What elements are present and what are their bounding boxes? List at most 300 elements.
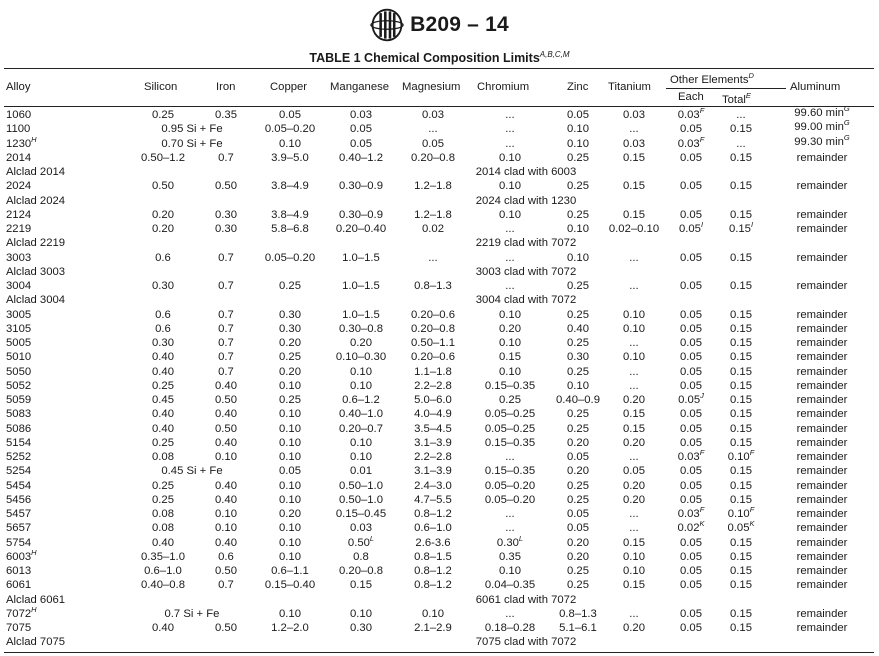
cell-alloy bbox=[6, 223, 31, 235]
cell-other-each-value: 0.05 bbox=[680, 479, 702, 492]
cell-manganese-value: 0.30–0.9 bbox=[339, 180, 383, 193]
cell-iron-value: 0.40 bbox=[215, 436, 237, 449]
cell-manganese bbox=[326, 465, 396, 477]
cell-chromium-value: 0.10 bbox=[499, 180, 521, 193]
cell-manganese bbox=[326, 408, 396, 420]
cell-titanium-value: 0.20 bbox=[623, 436, 645, 449]
cell-other-each bbox=[666, 134, 716, 150]
cell-magnesium bbox=[397, 537, 469, 549]
table-row bbox=[0, 380, 879, 394]
cell-titanium-value: 0.10 bbox=[623, 322, 645, 335]
cell-other-total bbox=[716, 337, 766, 349]
cell-other-total-value: ... bbox=[736, 137, 746, 150]
cell-magnesium bbox=[397, 123, 469, 135]
cell-si-fe-combined-value: 0.70 Si + Fe bbox=[161, 137, 223, 150]
cell-alloy bbox=[6, 522, 31, 534]
cell-other-each-value: 0.05 bbox=[680, 465, 702, 478]
cell-copper-value: 0.30 bbox=[279, 322, 301, 335]
cell-iron bbox=[198, 309, 254, 321]
cell-titanium bbox=[604, 209, 664, 221]
cell-aluminum bbox=[780, 280, 864, 292]
cell-silicon-value: 0.08 bbox=[152, 451, 174, 463]
cell-alloy-value: 5254 bbox=[6, 465, 32, 478]
cell-other-total bbox=[716, 622, 766, 634]
cell-iron bbox=[198, 480, 254, 492]
cell-titanium-value: 0.15 bbox=[623, 151, 645, 164]
cell-silicon bbox=[130, 223, 196, 235]
cell-iron bbox=[198, 394, 254, 406]
cell-chromium bbox=[471, 465, 549, 477]
cell-aluminum bbox=[780, 180, 864, 192]
cell-iron bbox=[198, 622, 254, 634]
cell-copper-value: 0.10 bbox=[279, 479, 301, 492]
cell-magnesium bbox=[397, 223, 469, 235]
cell-silicon bbox=[130, 494, 196, 506]
cell-magnesium-value: 0.8–1.2 bbox=[414, 579, 452, 592]
cell-chromium-value: 0.05–0.20 bbox=[484, 479, 536, 492]
cell-chromium bbox=[471, 494, 549, 506]
cell-magnesium bbox=[397, 152, 469, 164]
cell-aluminum bbox=[780, 323, 864, 335]
cell-manganese bbox=[326, 437, 396, 449]
cell-alloy-footnote: H bbox=[31, 604, 37, 614]
header-total-label: Total bbox=[722, 93, 746, 106]
cell-other-total bbox=[716, 408, 766, 420]
cell-alloy bbox=[6, 565, 31, 577]
cell-copper-value: 3.8–4.9 bbox=[271, 208, 309, 221]
cell-alloy-value: Alclad 7075 bbox=[6, 636, 66, 649]
cell-titanium-value: ... bbox=[629, 508, 639, 520]
cell-other-each bbox=[666, 220, 716, 235]
table-body bbox=[0, 104, 879, 651]
table-row-clad bbox=[0, 294, 879, 308]
cell-zinc-value: 0.25 bbox=[567, 579, 589, 592]
cell-copper-value: 0.20 bbox=[279, 365, 301, 378]
cell-zinc bbox=[550, 351, 606, 363]
cell-magnesium-value: 3.1–3.9 bbox=[414, 465, 452, 478]
cell-silicon bbox=[130, 337, 196, 349]
cell-iron-value: 0.6 bbox=[218, 550, 234, 563]
cell-other-each-footnote: F bbox=[699, 448, 705, 458]
cell-silicon bbox=[130, 351, 196, 363]
cell-silicon-value: 0.25 bbox=[152, 493, 174, 506]
cell-aluminum-value: 99.60 min bbox=[794, 107, 844, 119]
cell-alloy-value: 5050 bbox=[6, 365, 32, 378]
cell-aluminum-value: remainder bbox=[796, 622, 848, 634]
table-row-clad bbox=[0, 195, 879, 209]
cell-silicon bbox=[130, 551, 196, 563]
cell-copper bbox=[256, 423, 324, 435]
cell-iron-value: 0.7 bbox=[218, 337, 234, 349]
cell-other-each-value: 0.02 bbox=[677, 522, 700, 535]
cell-iron-value: 0.30 bbox=[215, 208, 237, 221]
cell-titanium bbox=[604, 551, 664, 563]
cell-clad-description-value: 2219 clad with 7072 bbox=[475, 237, 577, 250]
cell-magnesium bbox=[397, 451, 469, 463]
cell-manganese-value: 0.20–0.7 bbox=[339, 422, 383, 435]
cell-clad-description bbox=[326, 195, 726, 207]
cell-other-total bbox=[716, 494, 766, 506]
cell-zinc-value: 0.10 bbox=[567, 379, 589, 392]
cell-manganese bbox=[326, 508, 396, 520]
document-header bbox=[0, 7, 879, 43]
cell-magnesium bbox=[397, 380, 469, 392]
cell-other-each bbox=[666, 152, 716, 164]
cell-other-total bbox=[716, 123, 766, 135]
cell-aluminum bbox=[780, 579, 864, 591]
cell-zinc-value: 0.10 bbox=[567, 223, 589, 235]
cell-iron-value: 0.40 bbox=[215, 479, 237, 492]
cell-manganese bbox=[326, 280, 396, 292]
cell-chromium bbox=[471, 109, 549, 121]
cell-aluminum bbox=[780, 465, 864, 477]
cell-other-total bbox=[716, 519, 766, 535]
cell-chromium bbox=[471, 480, 549, 492]
cell-chromium-value: ... bbox=[505, 109, 515, 121]
cell-iron-value: 0.10 bbox=[215, 508, 237, 520]
cell-alloy-value: 5252 bbox=[6, 451, 32, 463]
cell-silicon-value: 0.6 bbox=[155, 251, 171, 264]
cell-chromium-value: 0.20 bbox=[499, 322, 521, 335]
cell-alloy bbox=[6, 604, 37, 620]
cell-other-each-value: 0.05 bbox=[680, 322, 702, 335]
cell-chromium-value: 0.30 bbox=[496, 536, 519, 549]
cell-other-total bbox=[716, 537, 766, 549]
table-row bbox=[0, 519, 879, 536]
cell-iron-value: 0.7 bbox=[218, 351, 234, 364]
cell-zinc bbox=[550, 252, 606, 264]
cell-titanium bbox=[604, 380, 664, 392]
cell-aluminum bbox=[780, 351, 864, 363]
other-elements-rule bbox=[666, 88, 786, 89]
cell-magnesium-value: 2.2–2.8 bbox=[414, 379, 452, 392]
cell-clad-description bbox=[326, 237, 726, 249]
cell-zinc-value: 0.20 bbox=[567, 536, 589, 549]
cell-other-each-footnote: I bbox=[700, 220, 704, 230]
cell-iron bbox=[198, 408, 254, 420]
cell-zinc-value: 0.25 bbox=[567, 280, 589, 292]
cell-copper bbox=[256, 223, 324, 235]
cell-zinc-value: 0.25 bbox=[567, 493, 589, 506]
cell-titanium-value: 0.10 bbox=[623, 565, 645, 577]
cell-alloy bbox=[6, 309, 31, 321]
cell-copper-value: 0.10 bbox=[279, 137, 301, 150]
cell-other-each-value: 0.05 bbox=[678, 223, 701, 235]
cell-titanium bbox=[604, 351, 664, 363]
cell-aluminum-value: remainder bbox=[796, 180, 848, 193]
cell-alloy bbox=[6, 547, 37, 563]
cell-other-total-value: 0.10 bbox=[727, 508, 750, 520]
cell-zinc bbox=[550, 565, 606, 577]
cell-aluminum bbox=[780, 209, 864, 221]
cell-other-each-value: 0.05 bbox=[680, 251, 702, 264]
cell-silicon bbox=[130, 380, 196, 392]
cell-other-each-value: 0.05 bbox=[680, 622, 702, 634]
cell-silicon bbox=[130, 408, 196, 420]
table-row bbox=[0, 323, 879, 337]
cell-silicon-value: 0.50 bbox=[152, 180, 174, 193]
cell-manganese-value: 0.10 bbox=[350, 436, 372, 449]
cell-aluminum-value: remainder bbox=[796, 536, 848, 549]
cell-magnesium bbox=[397, 508, 469, 520]
cell-alloy-value: 1060 bbox=[6, 109, 32, 121]
table-row bbox=[0, 604, 879, 622]
cell-other-total bbox=[716, 608, 766, 620]
cell-other-each bbox=[666, 608, 716, 620]
cell-titanium-value: ... bbox=[629, 365, 639, 378]
cell-copper-value: 0.10 bbox=[279, 493, 301, 506]
cell-zinc-value: 0.30 bbox=[567, 351, 589, 364]
cell-aluminum bbox=[780, 423, 864, 435]
cell-aluminum bbox=[780, 551, 864, 563]
cell-aluminum bbox=[780, 437, 864, 449]
cell-copper bbox=[256, 465, 324, 477]
table-title-text: TABLE 1 Chemical Composition Limits bbox=[309, 51, 540, 66]
cell-iron-value: 0.7 bbox=[218, 280, 234, 292]
cell-iron bbox=[198, 152, 254, 164]
cell-alloy-value: 2124 bbox=[6, 208, 32, 221]
cell-other-each-value: 0.05 bbox=[680, 151, 702, 164]
cell-other-total bbox=[716, 423, 766, 435]
cell-manganese bbox=[326, 123, 396, 135]
cell-manganese bbox=[326, 522, 396, 534]
table-row-clad bbox=[0, 636, 879, 650]
cell-zinc bbox=[550, 608, 606, 620]
cell-zinc bbox=[550, 180, 606, 192]
cell-magnesium-value: 0.8–1.3 bbox=[414, 280, 452, 292]
cell-copper bbox=[256, 394, 324, 406]
cell-iron-value: 0.7 bbox=[218, 579, 234, 592]
cell-other-total-value: 0.15 bbox=[730, 493, 752, 506]
cell-alloy bbox=[6, 380, 31, 392]
cell-alloy-value: Alclad 3003 bbox=[6, 265, 66, 278]
cell-titanium-value: 0.15 bbox=[623, 408, 645, 421]
cell-copper bbox=[256, 280, 324, 292]
cell-copper bbox=[256, 494, 324, 506]
cell-other-each-value: 0.05 bbox=[680, 208, 702, 221]
cell-chromium-value: 0.05–0.20 bbox=[484, 493, 536, 506]
cell-magnesium-value: 4.7–5.5 bbox=[414, 493, 452, 506]
cell-manganese bbox=[326, 565, 396, 577]
cell-magnesium-value: 0.02 bbox=[422, 223, 444, 235]
cell-titanium-value: 0.20 bbox=[623, 493, 645, 506]
cell-copper-value: 0.10 bbox=[279, 607, 301, 620]
cell-manganese-value: 0.8 bbox=[353, 550, 369, 563]
cell-other-each-footnote: F bbox=[699, 134, 705, 144]
cell-other-each bbox=[666, 437, 716, 449]
header-other-elements-note: D bbox=[748, 71, 754, 80]
table-title bbox=[0, 50, 879, 65]
cell-other-total bbox=[716, 394, 766, 406]
cell-zinc-value: 0.20 bbox=[567, 436, 589, 449]
cell-silicon bbox=[130, 152, 196, 164]
cell-aluminum-value: remainder bbox=[796, 151, 848, 164]
cell-aluminum bbox=[780, 132, 864, 148]
cell-chromium-value: 0.35 bbox=[499, 550, 521, 563]
cell-zinc bbox=[550, 480, 606, 492]
table-row bbox=[0, 309, 879, 323]
table-row bbox=[0, 437, 879, 451]
table-row bbox=[0, 280, 879, 294]
cell-alloy bbox=[6, 579, 31, 591]
cell-titanium-value: 0.15 bbox=[623, 422, 645, 435]
table-row bbox=[0, 132, 879, 152]
cell-other-each bbox=[666, 505, 716, 520]
header-other-elements bbox=[670, 71, 754, 86]
cell-silicon bbox=[130, 437, 196, 449]
cell-zinc-value: 0.25 bbox=[567, 337, 589, 349]
cell-alloy-value: 3004 bbox=[6, 280, 32, 292]
cell-aluminum-value: remainder bbox=[796, 322, 848, 335]
cell-other-total bbox=[716, 309, 766, 321]
cell-silicon-value: 0.25 bbox=[152, 379, 174, 392]
cell-chromium-value: 0.10 bbox=[499, 208, 521, 221]
cell-magnesium bbox=[397, 209, 469, 221]
cell-other-each-value: 0.05 bbox=[680, 550, 702, 563]
cell-copper-value: 0.30 bbox=[279, 308, 301, 321]
cell-si-fe-combined-value: 0.7 Si + Fe bbox=[164, 607, 220, 620]
cell-titanium-value: 0.20 bbox=[623, 622, 645, 634]
cell-other-total bbox=[716, 138, 766, 150]
cell-chromium bbox=[471, 180, 549, 192]
cell-manganese bbox=[326, 180, 396, 192]
cell-magnesium-value: 1.2–1.8 bbox=[414, 208, 452, 221]
cell-other-each-value: 0.03 bbox=[677, 109, 700, 121]
cell-zinc-value: 0.05 bbox=[567, 109, 589, 121]
cell-aluminum bbox=[780, 494, 864, 506]
cell-other-total bbox=[716, 109, 766, 121]
table-row bbox=[0, 579, 879, 593]
table-row bbox=[0, 351, 879, 365]
cell-silicon bbox=[130, 252, 196, 264]
cell-magnesium bbox=[397, 465, 469, 477]
cell-other-total-value: 0.15 bbox=[730, 479, 752, 492]
cell-titanium bbox=[604, 423, 664, 435]
cell-titanium bbox=[604, 537, 664, 549]
cell-manganese-value: 0.40–1.2 bbox=[339, 151, 383, 164]
cell-alloy bbox=[6, 351, 31, 363]
cell-manganese-value: 0.40–1.0 bbox=[339, 408, 383, 421]
table-row bbox=[0, 494, 879, 508]
cell-alloy-value: 1100 bbox=[6, 123, 31, 136]
cell-magnesium-value: 0.6–1.0 bbox=[414, 522, 452, 535]
cell-magnesium-value: ... bbox=[428, 123, 438, 136]
cell-chromium bbox=[471, 380, 549, 392]
cell-copper-value: 0.20 bbox=[279, 508, 301, 520]
cell-other-each bbox=[666, 565, 716, 577]
cell-silicon-value: 0.40 bbox=[152, 408, 174, 421]
cell-silicon-value: 0.40 bbox=[152, 365, 174, 378]
cell-zinc bbox=[550, 494, 606, 506]
cell-other-each bbox=[666, 494, 716, 506]
cell-magnesium-value: 3.1–3.9 bbox=[414, 436, 452, 449]
cell-chromium bbox=[471, 423, 549, 435]
cell-titanium-value: ... bbox=[629, 280, 639, 292]
cell-alloy bbox=[6, 109, 31, 121]
cell-copper-value: 0.10 bbox=[279, 536, 301, 549]
cell-aluminum bbox=[780, 309, 864, 321]
cell-other-each-value: 0.05 bbox=[680, 408, 702, 421]
cell-magnesium bbox=[397, 408, 469, 420]
cell-silicon-value: 0.40 bbox=[152, 622, 174, 634]
cell-other-each-value: 0.05 bbox=[680, 280, 702, 292]
cell-manganese bbox=[326, 551, 396, 563]
cell-magnesium-value: 4.0–4.9 bbox=[414, 408, 452, 421]
cell-alloy bbox=[6, 209, 31, 221]
cell-zinc-value: 0.20 bbox=[567, 550, 589, 563]
cell-other-each bbox=[666, 309, 716, 321]
cell-clad-description bbox=[326, 294, 726, 306]
cell-copper-value: 0.10 bbox=[279, 422, 301, 435]
cell-silicon-value: 0.25 bbox=[152, 479, 174, 492]
header-aluminum: Aluminum bbox=[790, 81, 841, 93]
cell-zinc bbox=[550, 309, 606, 321]
table-row-clad bbox=[0, 237, 879, 251]
cell-iron bbox=[198, 252, 254, 264]
cell-aluminum-value: 99.30 min bbox=[794, 135, 844, 148]
cell-silicon bbox=[130, 394, 196, 406]
cell-alloy bbox=[6, 323, 31, 335]
cell-titanium bbox=[604, 366, 664, 378]
cell-manganese-value: 0.20–0.8 bbox=[339, 565, 383, 577]
cell-titanium-value: ... bbox=[629, 251, 639, 264]
cell-magnesium bbox=[397, 423, 469, 435]
cell-titanium-value: 0.20 bbox=[623, 479, 645, 492]
cell-other-each bbox=[666, 537, 716, 549]
cell-alloy-footnote: H bbox=[31, 134, 37, 144]
cell-chromium bbox=[471, 551, 549, 563]
cell-alloy-value: 5754 bbox=[6, 536, 32, 549]
header-zinc: Zinc bbox=[567, 81, 589, 93]
cell-titanium bbox=[604, 252, 664, 264]
cell-titanium-value: ... bbox=[629, 337, 639, 349]
cell-titanium bbox=[604, 152, 664, 164]
cell-other-total-value: 0.15 bbox=[730, 351, 752, 364]
header-each: Each bbox=[678, 91, 704, 103]
cell-manganese bbox=[326, 533, 396, 549]
cell-copper bbox=[256, 508, 324, 520]
table-row bbox=[0, 337, 879, 351]
cell-silicon bbox=[130, 309, 196, 321]
cell-aluminum-value: remainder bbox=[796, 422, 848, 435]
cell-other-each-value: 0.05 bbox=[680, 422, 702, 435]
cell-other-total-value: 0.15 bbox=[730, 436, 752, 449]
cell-magnesium bbox=[397, 522, 469, 534]
table-row-clad bbox=[0, 266, 879, 280]
cell-other-each-value: 0.05 bbox=[678, 394, 701, 406]
table-row-clad bbox=[0, 594, 879, 608]
cell-aluminum-value: remainder bbox=[796, 379, 848, 392]
cell-iron bbox=[198, 323, 254, 335]
cell-magnesium-value: 5.0–6.0 bbox=[414, 394, 452, 406]
cell-silicon bbox=[130, 280, 196, 292]
cell-alloy-value: 2014 bbox=[6, 151, 32, 164]
cell-magnesium bbox=[397, 565, 469, 577]
cell-copper-value: 0.10 bbox=[279, 522, 301, 535]
cell-zinc bbox=[550, 138, 606, 150]
cell-iron bbox=[198, 223, 254, 235]
table-row bbox=[0, 366, 879, 380]
cell-manganese bbox=[326, 608, 396, 620]
header-total bbox=[722, 91, 751, 106]
cell-chromium-value: ... bbox=[505, 522, 515, 535]
cell-zinc bbox=[550, 579, 606, 591]
table-row bbox=[0, 480, 879, 494]
cell-manganese-value: 0.10 bbox=[350, 607, 372, 620]
cell-titanium bbox=[604, 223, 664, 235]
cell-iron-value: 0.50 bbox=[215, 394, 237, 406]
cell-titanium bbox=[604, 394, 664, 406]
